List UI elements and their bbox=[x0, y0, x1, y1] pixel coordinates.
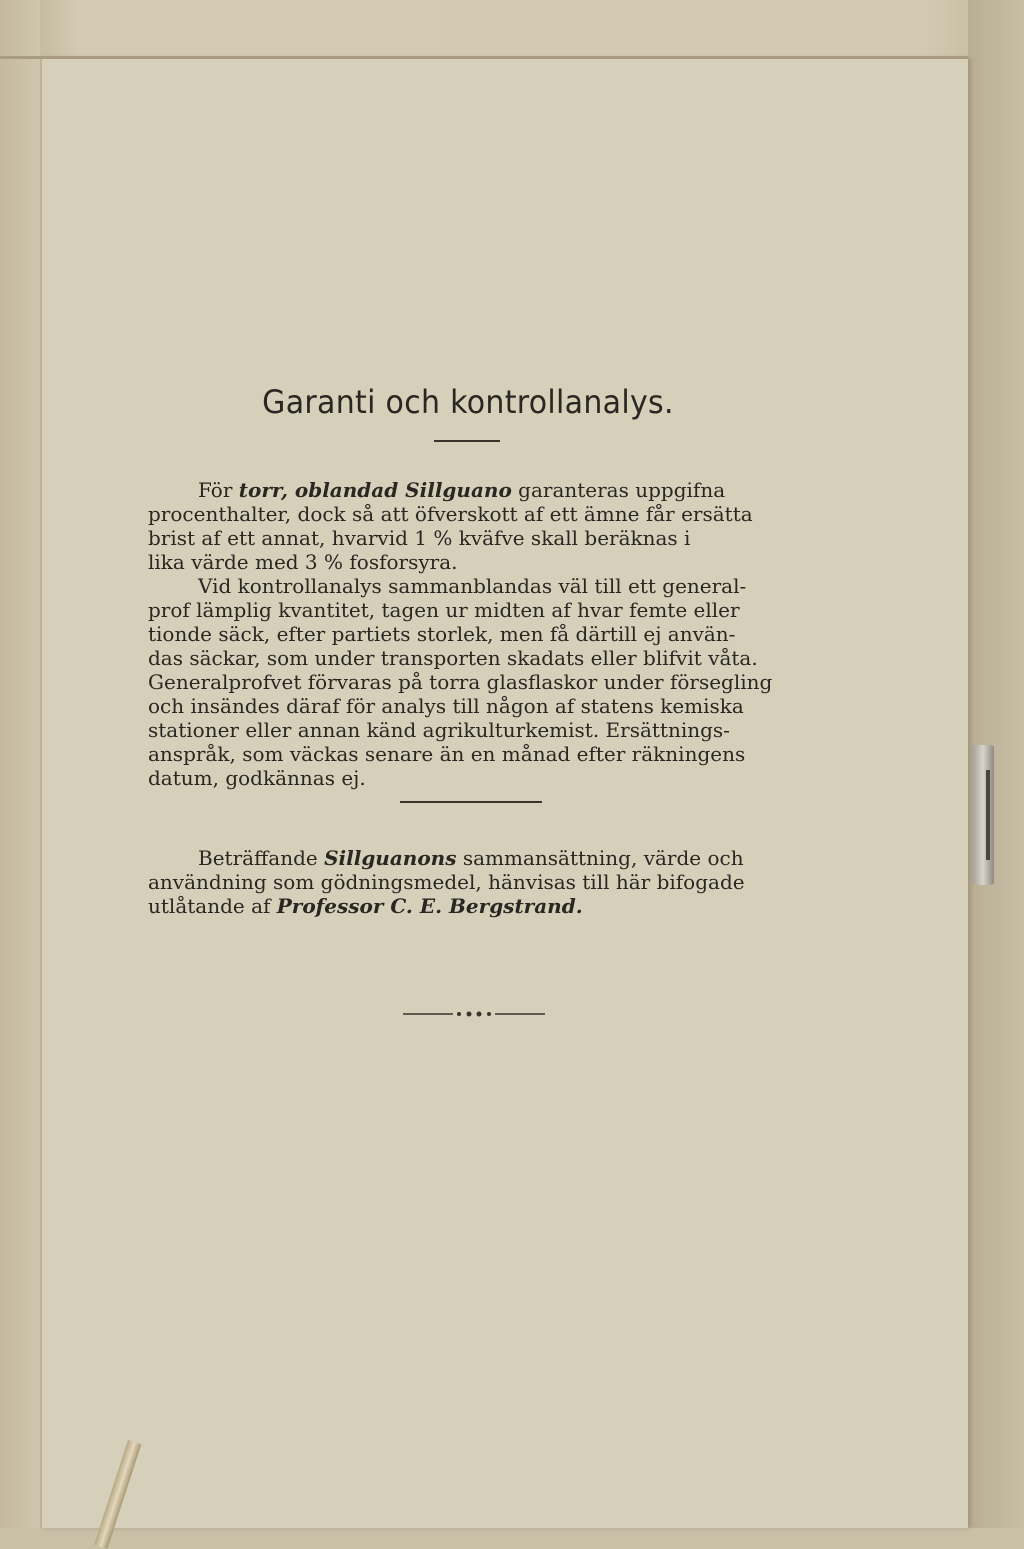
control-line: prof lämplig kvantitet, tagen ur midten af hvar femte eller bbox=[148, 598, 740, 622]
binder-clip-slot bbox=[986, 770, 990, 860]
reference-line-2: användning som gödningsmedel, hänvisas till här bifogade bbox=[148, 870, 745, 894]
section-rule bbox=[400, 801, 542, 803]
guarantee-line: brist af ett annat, hvarvid 1 % kväfve skall beräknas i bbox=[148, 526, 691, 550]
document-page bbox=[40, 58, 968, 1528]
fold-line bbox=[0, 56, 968, 59]
reference-text: utlåtande af bbox=[148, 894, 277, 918]
control-line: tionde säck, efter partiets storlek, men få därtill ej använ- bbox=[148, 622, 736, 646]
reference-paragraph bbox=[148, 846, 796, 918]
binder-clip bbox=[972, 745, 994, 885]
professor-name: Professor C. E. Bergstrand. bbox=[276, 894, 583, 918]
guarantee-line-1 bbox=[148, 478, 796, 502]
outer-sheet-edge bbox=[0, 0, 40, 1528]
title-rule bbox=[434, 440, 500, 442]
control-line: anspråk, som väckas senare än en månad efter räkningens bbox=[148, 742, 746, 766]
guarantee-text: För bbox=[198, 478, 239, 502]
reference-line-3 bbox=[148, 894, 796, 918]
reference-text: Beträffande bbox=[198, 846, 325, 870]
control-line: stationer eller annan känd agrikulturkemist. Ersättnings- bbox=[148, 718, 730, 742]
control-line: datum, godkännas ej. bbox=[148, 766, 366, 790]
reference-text: sammansättning, värde och bbox=[456, 846, 744, 870]
product-name: torr, oblandad Sillguano bbox=[238, 478, 512, 502]
guarantee-text: garanteras uppgifna bbox=[511, 478, 726, 502]
control-line: och insändes däraf för analys till någon af statens kemiska bbox=[148, 694, 744, 718]
guarantee-line: lika värde med 3 % fosforsyra. bbox=[148, 550, 458, 574]
closing-ornament bbox=[403, 1004, 545, 1024]
page-title: Garanti och kontrollanalys. bbox=[262, 383, 674, 422]
control-line: Vid kontrollanalys sammanblandas väl till ett general- bbox=[198, 574, 747, 598]
guarantee-line: procenthalter, dock så att öfverskott af ett ämne får ersätta bbox=[148, 502, 753, 526]
control-line: das säckar, som under transporten skadats eller blifvit våta. bbox=[148, 646, 758, 670]
product-name: Sillguanons bbox=[324, 846, 457, 870]
control-line: Generalprofvet förvaras på torra glasflaskor under försegling bbox=[148, 670, 773, 694]
control-paragraph bbox=[148, 574, 796, 790]
guarantee-paragraph bbox=[148, 478, 796, 574]
reference-line-1 bbox=[148, 846, 796, 870]
